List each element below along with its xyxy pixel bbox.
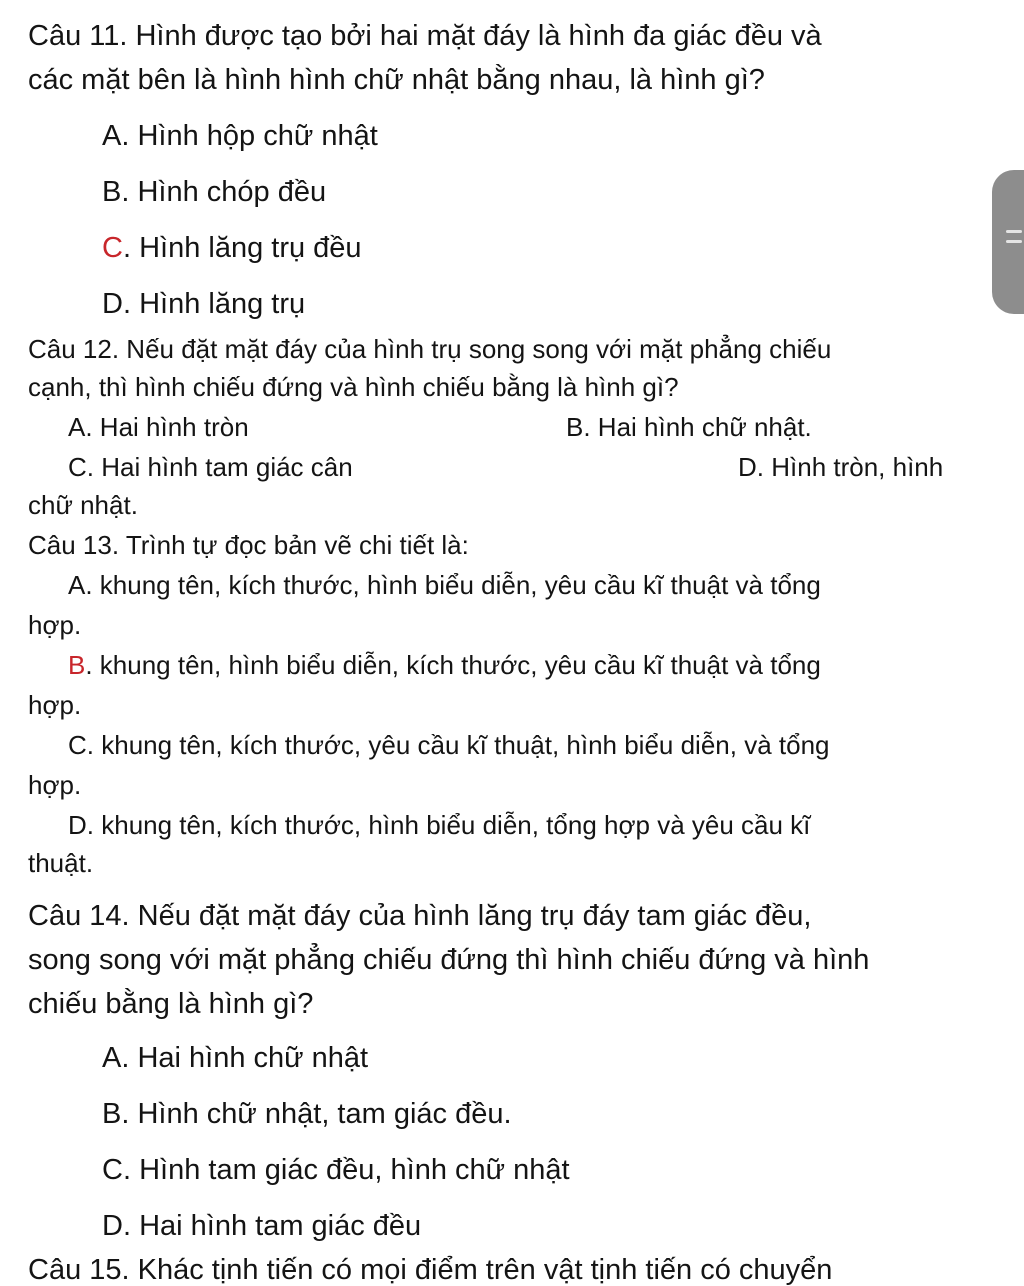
option-text: . khung tên, kích thước, hình biểu diễn, yêu cầu kĩ thuật và tổng	[85, 570, 821, 600]
question-14-stem-line-1: Câu 14. Nếu đặt mặt đáy của hình lăng trụ đáy tam giác đều,	[28, 900, 812, 932]
question-12-option-a[interactable]	[68, 414, 249, 440]
grip-line-icon	[1006, 230, 1022, 233]
question-11-option-d[interactable]	[102, 290, 305, 319]
option-text: . Hai hình chữ nhật	[121, 1042, 369, 1074]
option-text: . Hai hình chữ nhật.	[583, 412, 812, 442]
question-12-option-d-wrap: chữ nhật.	[28, 490, 138, 520]
question-12-stem-line-2: cạnh, thì hình chiếu đứng và hình chiếu bằng là hình gì?	[28, 372, 679, 402]
question-13-option-c-wrap: hợp.	[28, 770, 82, 800]
option-letter: C	[68, 452, 87, 482]
question-13-option-d-wrap: thuật.	[28, 848, 94, 878]
option-text: . Hình lăng trụ	[122, 288, 306, 320]
option-text: . khung tên, kích thước, yêu cầu kĩ thuật, hình biểu diễn, và tổng	[86, 730, 830, 760]
question-12-option-d[interactable]	[738, 454, 943, 480]
question-12-option-c[interactable]	[68, 454, 353, 480]
scroll-handle[interactable]	[992, 170, 1024, 314]
question-13-stem: Câu 13. Trình tự đọc bản vẽ chi tiết là:	[28, 530, 469, 560]
option-letter: D	[68, 810, 87, 840]
question-11-stem-line-1: Câu 11. Hình được tạo bởi hai mặt đáy là hình đa giác đều và	[28, 20, 822, 52]
question-14-stem-line-2: song song với mặt phẳng chiếu đứng thì hình chiếu đứng và hình	[28, 944, 870, 976]
option-letter: B	[102, 1098, 122, 1130]
question-14-stem-line-3: chiếu bằng là hình gì?	[28, 988, 314, 1020]
option-letter: A	[102, 1042, 122, 1074]
question-11-option-b[interactable]	[102, 178, 326, 207]
question-14-option-b[interactable]	[102, 1100, 512, 1129]
option-letter: D	[102, 1210, 123, 1242]
option-text: . Hình tròn, hình	[756, 452, 944, 482]
question-12-stem-line-1: Câu 12. Nếu đặt mặt đáy của hình trụ song song với mặt phẳng chiếu	[28, 334, 832, 364]
question-11-stem-line-2: các mặt bên là hình hình chữ nhật bằng nhau, là hình gì?	[28, 64, 765, 96]
question-13-option-a-wrap: hợp.	[28, 610, 82, 640]
option-text: . Hai hình tam giác đều	[122, 1210, 422, 1242]
option-letter: D	[738, 452, 757, 482]
option-text: . Hình lăng trụ đều	[122, 232, 362, 264]
question-13-option-c[interactable]	[68, 732, 829, 758]
grip-line-icon	[1006, 240, 1022, 243]
option-letter-correct: B	[68, 650, 86, 680]
option-text: . Hình tam giác đều, hình chữ nhật	[122, 1154, 570, 1186]
question-14-option-c[interactable]	[102, 1156, 570, 1185]
option-letter: B	[566, 412, 584, 442]
option-text: . Hai hình tam giác cân	[86, 452, 353, 482]
option-letter: D	[102, 288, 123, 320]
question-12-option-b[interactable]	[566, 414, 812, 440]
option-letter: C	[68, 730, 87, 760]
option-text: . Hình chóp đều	[121, 176, 327, 208]
option-text: . Hình chữ nhật, tam giác đều.	[121, 1098, 512, 1130]
question-11-option-a[interactable]	[102, 122, 378, 151]
option-letter: C	[102, 1154, 123, 1186]
option-letter: A	[68, 570, 86, 600]
question-13-option-a[interactable]	[68, 572, 821, 598]
question-14-option-d[interactable]	[102, 1212, 421, 1241]
option-text: . Hai hình tròn	[85, 412, 249, 442]
option-letter: B	[102, 176, 122, 208]
option-letter: A	[68, 412, 86, 442]
option-text: . Hình hộp chữ nhật	[121, 120, 378, 152]
question-13-option-b-wrap: hợp.	[28, 690, 82, 720]
question-13-option-b[interactable]	[68, 652, 821, 678]
question-11-option-c[interactable]	[102, 234, 362, 263]
question-13-option-d[interactable]	[68, 812, 810, 838]
option-letter-correct: C	[102, 232, 123, 264]
question-14-option-a[interactable]	[102, 1044, 368, 1073]
option-text: . khung tên, kích thước, hình biểu diễn, tổng hợp và yêu cầu kĩ	[86, 810, 811, 840]
option-text: . khung tên, hình biểu diễn, kích thước, yêu cầu kĩ thuật và tổng	[85, 650, 821, 680]
question-15-cutoff-text: Câu 15. Khác tịnh tiến có mọi điểm trên vật tịnh tiến có chuyển	[28, 1254, 833, 1286]
option-letter: A	[102, 120, 122, 152]
